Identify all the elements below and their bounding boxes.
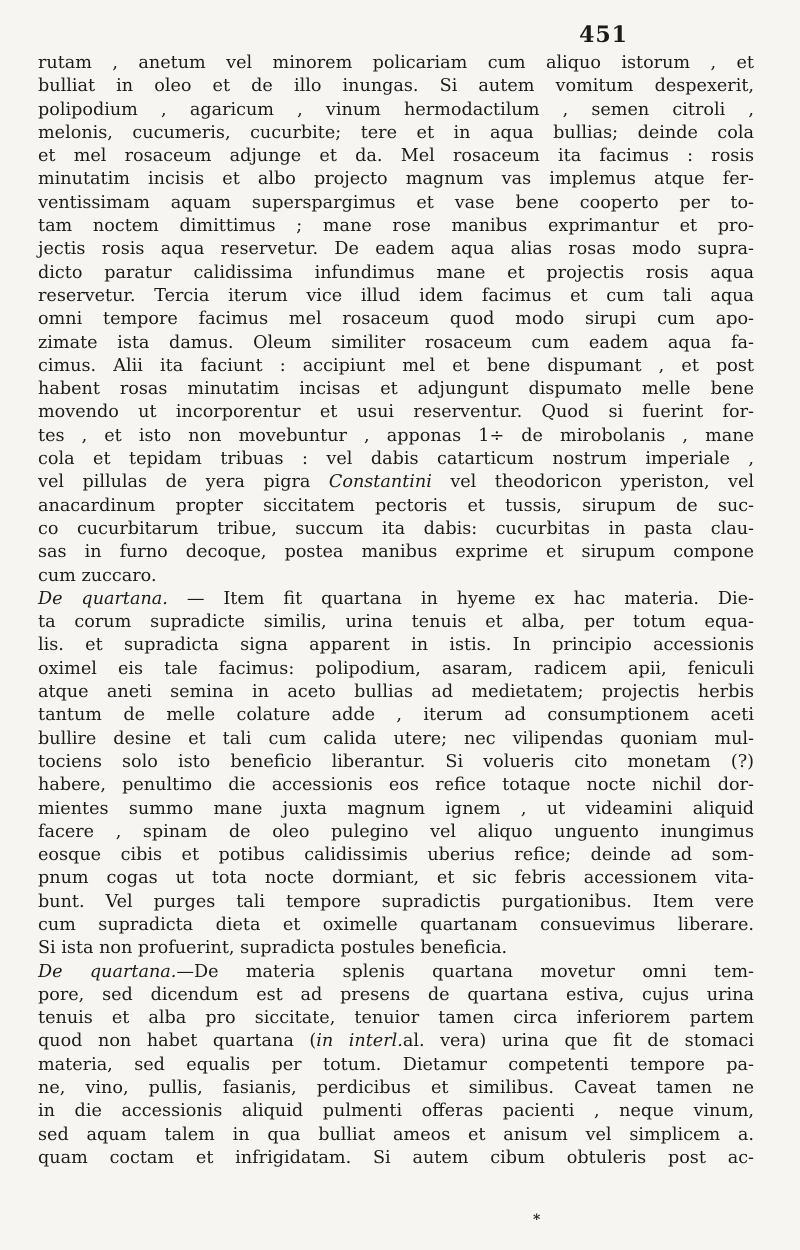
text-line: [38, 285, 754, 308]
text-line: [38, 1054, 754, 1077]
text-line: [38, 238, 754, 261]
text-line: [38, 914, 754, 937]
text-line: [38, 495, 754, 518]
text-line: [38, 1030, 754, 1053]
line-text: — Item fit quartana in hyeme ex hac materia. Die-: [167, 588, 755, 609]
line-text: eosque cibis et potibus calidissimis uberius refice; deinde ad som-: [38, 845, 754, 866]
text-line: [38, 1007, 754, 1030]
italic-text: in interl.: [316, 1031, 403, 1052]
text-line: [38, 611, 754, 634]
text-line: [38, 588, 754, 611]
line-text: tenuis et alba pro siccitate, tenuior tamen circa inferiorem partem: [38, 1008, 754, 1029]
text-line: [38, 401, 754, 424]
text-line: [38, 1124, 754, 1147]
line-text: ta corum supradicte similis, urina tenuis et alba, per totum equa-: [38, 612, 754, 633]
text-line: [38, 937, 754, 960]
text-line: [38, 425, 754, 448]
text-line: [38, 1147, 754, 1170]
italic-text: Constantini: [328, 472, 432, 493]
text-line: [38, 332, 754, 355]
text-line: [38, 308, 754, 331]
text-line: [38, 99, 754, 122]
line-text: facere , spinam de oleo pulegino vel aliquo unguento inungimus: [38, 821, 754, 842]
text-line: [38, 658, 754, 681]
text-line: [38, 961, 754, 984]
text-line: [38, 634, 754, 657]
line-text: habere, penultimo die accessionis eos refice totaque nocte nichil dor-: [38, 775, 754, 796]
line-text: quod non habet quartana (: [38, 1031, 317, 1052]
text-line: [38, 355, 754, 378]
text-line: [38, 52, 754, 75]
text-line: [38, 728, 754, 751]
line-text-continued: vel theodoricon yperiston, vel: [431, 472, 754, 493]
line-text: lis. et supradicta signa apparent in istis. In principio accessionis: [38, 635, 754, 656]
text-line: [38, 867, 754, 890]
line-text: tociens solo isto beneficio liberantur. Si volueris cito monetam (?): [38, 751, 754, 772]
section-heading: De quartana.: [38, 588, 168, 609]
line-text: mientes summo mane juxta magnum ignem , ut videamini aliquid: [38, 798, 754, 819]
text-line: [38, 122, 754, 145]
line-text: sed aquam talem in qua bulliat ameos et anisum vel simplicem a.: [38, 1124, 754, 1145]
text-line: [38, 891, 754, 914]
line-text: bunt. Vel purges tali tempore supradictis purgationibus. Item vere: [38, 891, 754, 912]
line-text: tes , et isto non movebuntur , apponas 1÷ de mirobolanis , mane: [38, 425, 754, 446]
text-line: [38, 75, 754, 98]
line-text: —De materia splenis quartana movetur omni tem-: [176, 961, 754, 982]
line-text: cimus. Alii ita faciunt : accipiunt mel et bene dispumant , et post: [38, 355, 754, 376]
text-line: [38, 168, 754, 191]
line-text: tam noctem dimittimus ; mane rose manibus exprimantur et pro-: [38, 216, 754, 237]
line-text: quam coctam et infrigidatam. Si autem cibum obtuleris post ac-: [38, 1147, 754, 1168]
line-text: cum supradicta dieta et oximelle quartanam consuevimus liberare.: [38, 914, 754, 935]
line-text: cum zuccaro.: [38, 565, 157, 586]
line-text-continued: al. vera) urina que fit de stomaci: [402, 1031, 755, 1052]
line-text: rutam , anetum vel minorem policariam cum aliquo istorum , et: [38, 53, 754, 73]
text-line: [38, 541, 754, 564]
text-line: [38, 798, 754, 821]
text-line: [38, 145, 754, 168]
text-line: [38, 192, 754, 215]
text-line: [38, 681, 754, 704]
body-text: [38, 52, 754, 1170]
line-text: ventissimam aquam superspargimus et vase bene cooperto per to-: [38, 192, 754, 213]
line-text: melonis, cucumeris, cucurbite; tere et in aqua bullias; deinde cola: [38, 122, 754, 143]
line-text: pnum cogas ut tota nocte dormiant, et sic febris accessionem vita-: [38, 868, 754, 889]
line-text: cola et tepidam tribuas : vel dabis catarticum nostrum imperiale ,: [38, 449, 754, 470]
line-text: in die accessionis aliquid pulmenti offeras pacienti , neque vinum,: [38, 1101, 754, 1122]
text-line: [38, 518, 754, 541]
line-text: habent rosas minutatim incisas et adjungunt dispumato melle bene: [38, 379, 754, 400]
line-text: Si ista non profuerint, supradicta postules beneficia.: [38, 938, 508, 959]
line-text: dicto paratur calidissima infundimus mane et projectis rosis aqua: [38, 262, 754, 283]
line-text: oximel eis tale facimus: polipodium, asaram, radicem apii, feniculi: [38, 658, 754, 679]
line-text: anacardinum propter siccitatem pectoris et tussis, sirupum de suc-: [38, 495, 754, 516]
text-line: [38, 448, 754, 471]
line-text: minutatim incisis et albo projecto magnum vas implemus atque fer-: [38, 169, 754, 190]
text-line: [38, 1077, 754, 1100]
line-text: bulliat in oleo et de illo inungas. Si autem vomitum despexerit,: [38, 76, 754, 97]
line-text: sas in furno decoque, postea manibus exprime et sirupum compone: [38, 542, 754, 563]
line-text: tantum de melle colature adde , iterum ad consumptionem aceti: [38, 705, 754, 726]
line-text: materia, sed equalis per totum. Dietamur competenti tempore pa-: [38, 1054, 754, 1075]
text-line: [38, 215, 754, 238]
line-text: reservetur. Tercia iterum vice illud idem facimus et cum tali aqua: [38, 285, 754, 306]
text-line: [38, 984, 754, 1007]
text-line: [38, 774, 754, 797]
page-number: 451: [579, 22, 628, 48]
line-text: co cucurbitarum tribue, succum ita dabis: cucurbitas in pasta clau-: [38, 518, 754, 539]
text-line: [38, 565, 754, 588]
text-line: [38, 821, 754, 844]
text-line: [38, 378, 754, 401]
line-text: vel pillulas de yera pigra: [38, 472, 329, 493]
line-text: movendo ut incorporentur et usui reserventur. Quod si fuerint for-: [38, 402, 754, 423]
text-line: [38, 704, 754, 727]
text-line: [38, 751, 754, 774]
text-line: [38, 262, 754, 285]
text-line: [38, 844, 754, 867]
line-text: bullire desine et tali cum calida utere; nec vilipendas quoniam mul-: [38, 728, 754, 749]
signature-mark: *: [533, 1212, 541, 1228]
line-text: omni tempore facimus mel rosaceum quod modo sirupi cum apo-: [38, 309, 754, 330]
line-text: pore, sed dicendum est ad presens de quartana estiva, cujus urina: [38, 984, 754, 1005]
text-line: [38, 1100, 754, 1123]
line-text: polipodium , agaricum , vinum hermodactilum , semen citroli ,: [38, 99, 754, 120]
line-text: ne, vino, pullis, fasianis, perdicibus et similibus. Caveat tamen ne: [38, 1078, 754, 1099]
line-text: atque aneti semina in aceto bullias ad medietatem; projectis herbis: [38, 682, 754, 703]
line-text: jectis rosis aqua reservetur. De eadem aqua alias rosas modo supra-: [38, 239, 754, 260]
line-text: zimate ista damus. Oleum similiter rosaceum cum eadem aqua fa-: [38, 332, 754, 353]
line-text: et mel rosaceum adjunge et da. Mel rosaceum ita facimus : rosis: [38, 146, 754, 167]
section-heading: De quartana.: [38, 961, 177, 982]
text-line: [38, 471, 754, 494]
